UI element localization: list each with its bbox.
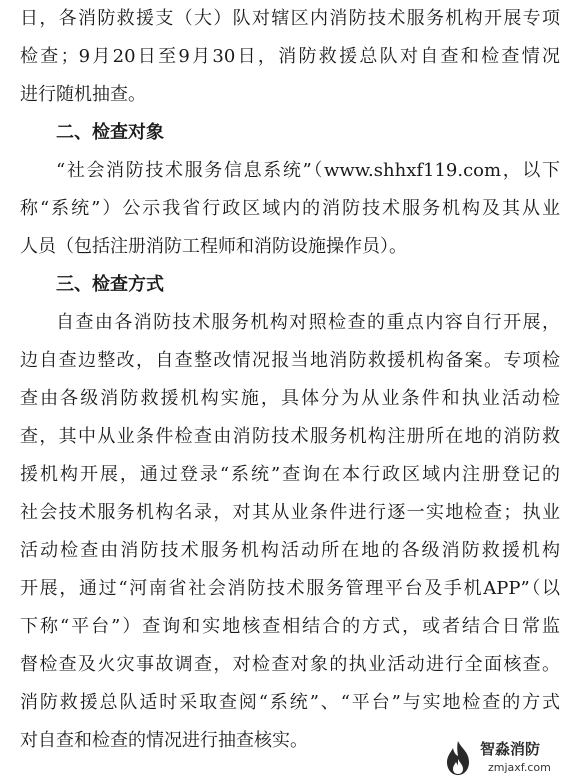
body-text-line: 查，其中从业条件检查由消防技术服务机构注册所在地的消防救 (20, 426, 560, 447)
flame-logo-icon (442, 740, 474, 776)
body-text-line: 开展，通过“河南省社会消防技术服务管理平台及手机APP”（以 (20, 578, 560, 599)
body-text-line: 称“系统”）公示我省行政区域内的消防技术服务机构及其从业 (20, 198, 560, 219)
body-text-line: 社会技术服务机构名录，对其从业条件进行逐一实地检查；执业 (20, 502, 560, 523)
body-text-line: 援机构开展，通过登录“系统”查询在本行政区域内注册登记的 (20, 464, 560, 485)
body-text-line: 消防救援总队适时采取查阅“系统”、“平台”与实地检查的方式 (20, 692, 560, 713)
body-text-line: 下称“平台”）查询和实地核查相结合的方式，或者结合日常监 (20, 616, 560, 637)
site-watermark (442, 738, 574, 780)
body-text-line: 进行随机抽查。 (20, 84, 146, 105)
body-text-line: 边自查边整改，自查整改情况报当地消防救援机构备案。专项检 (20, 350, 560, 371)
body-text-line: 查由各级消防救援机构实施，具体分为从业条件和执业活动检 (20, 388, 560, 409)
body-text-line: 日，各消防救援支（大）队对辖区内消防技术服务机构开展专项 (20, 8, 560, 29)
body-text-line: 督检查及火灾事故调查，对检查对象的执业活动进行全面核查。 (20, 654, 560, 675)
body-text-line: 自查由各消防技术服务机构对照检查的重点内容自行开展， (56, 312, 560, 333)
body-text-line: 人员（包括注册消防工程师和消防设施操作员）。 (20, 236, 407, 257)
body-text-line: 检查；9月20日至9月30日，消防救援总队对自查和检查情况 (20, 46, 560, 67)
watermark-name: 智淼消防 (480, 740, 541, 758)
body-text-line: 活动检查由消防技术服务机构活动所在地的各级消防救援机构 (20, 540, 560, 561)
body-text-line: “社会消防技术服务信息系统”（www.shhxf119.com，以下 (56, 160, 560, 181)
body-text-line: 对自查和检查的情况进行抽查核实。 (20, 730, 308, 751)
section-heading-inspection-target: 二、检查对象 (56, 122, 164, 143)
section-heading-inspection-method: 三、检查方式 (56, 274, 164, 295)
watermark-url: zmjaxf.com (488, 761, 551, 774)
